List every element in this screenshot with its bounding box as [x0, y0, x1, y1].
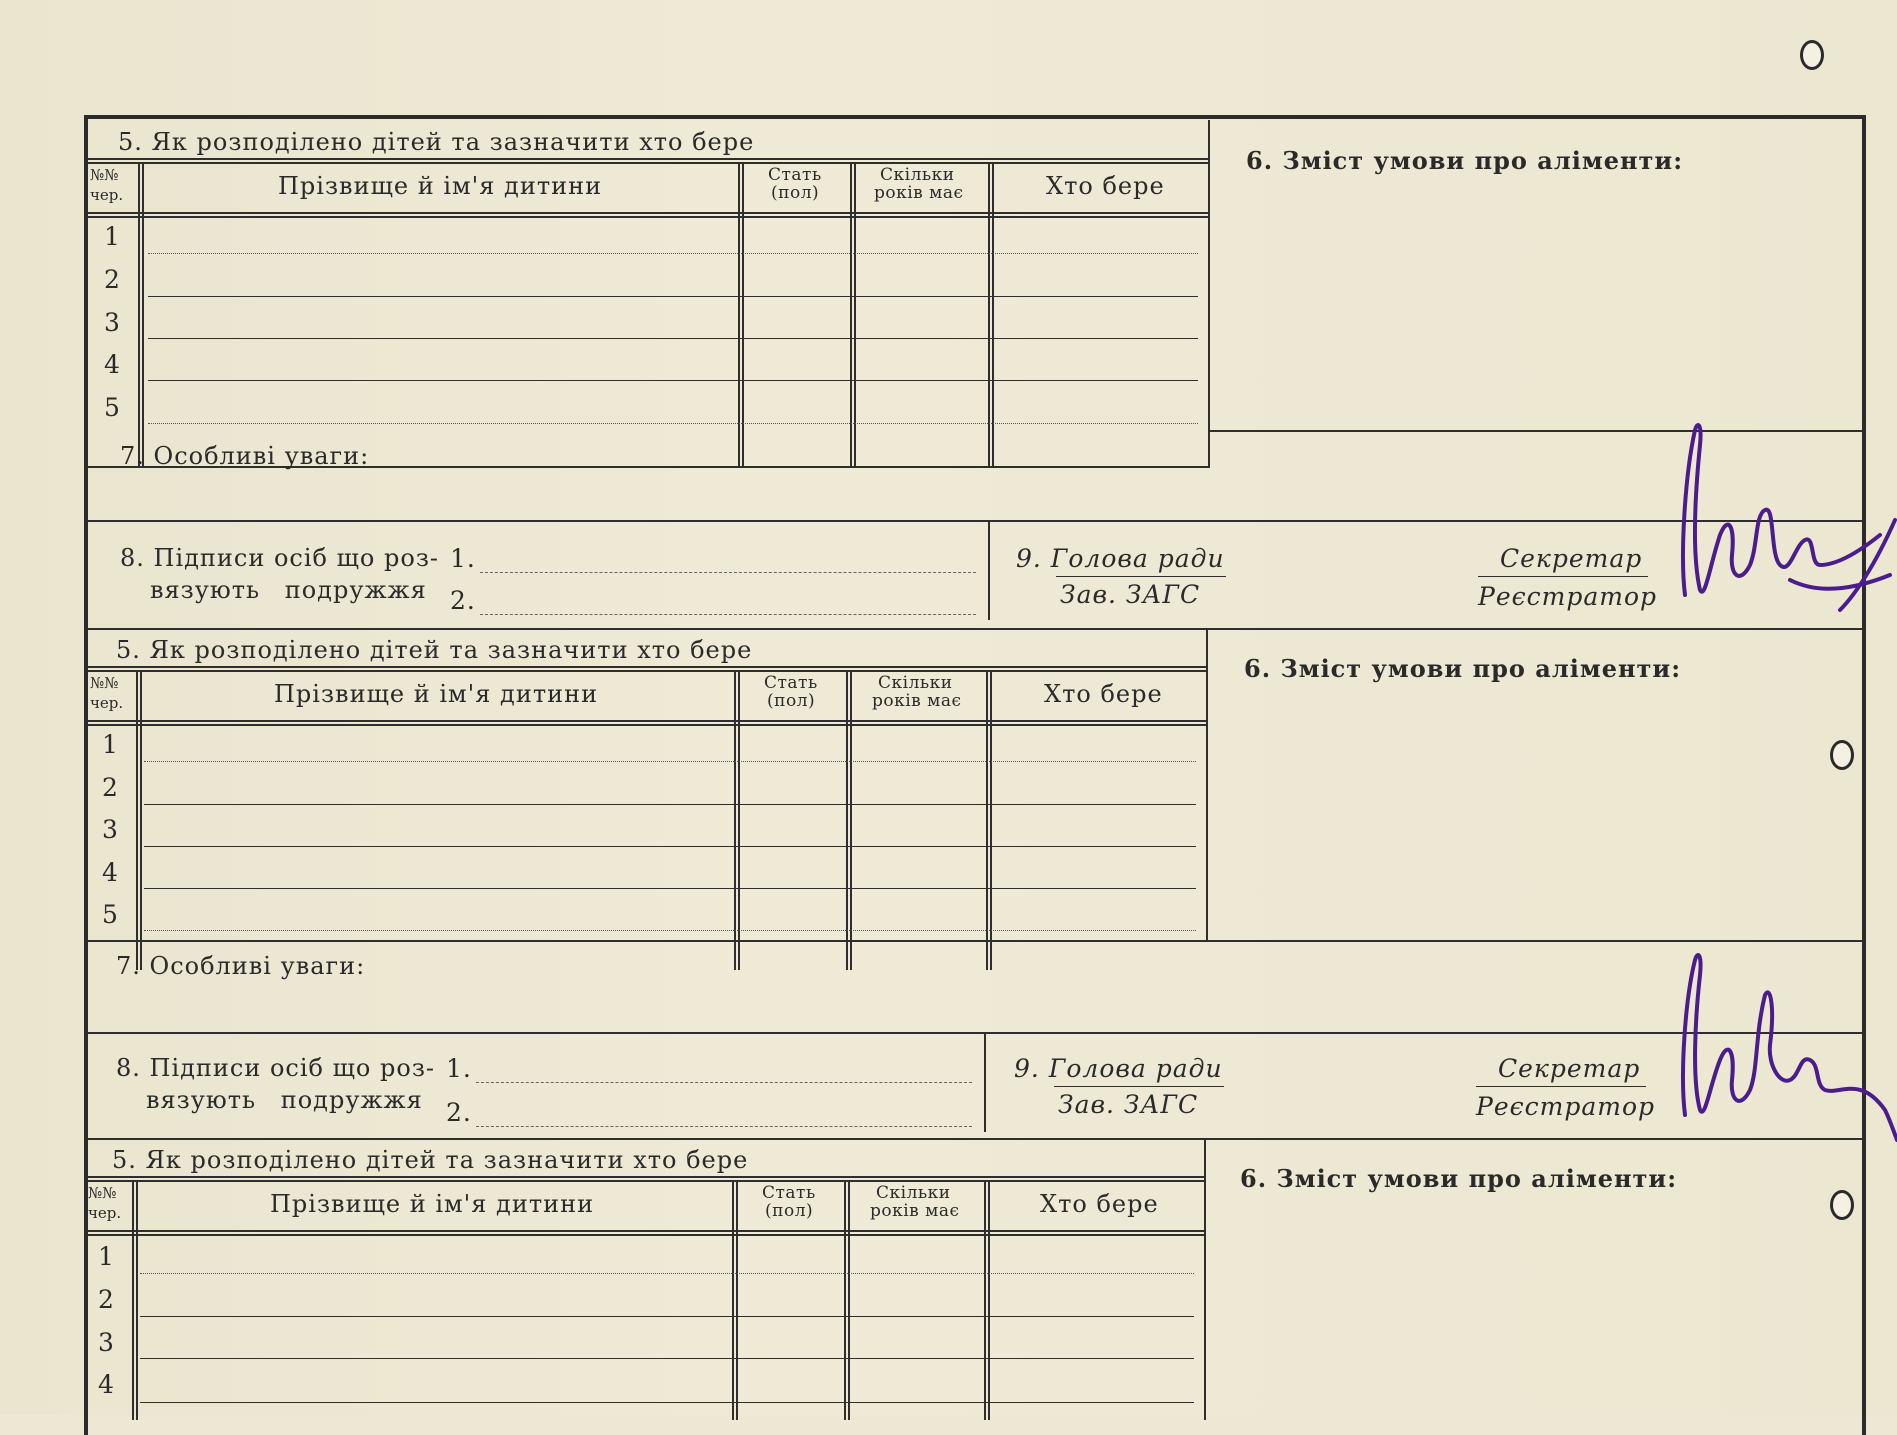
col-age-header-1: Скільки: [878, 673, 953, 693]
signatures-label-2: вязують подружжя: [150, 576, 427, 604]
col-name-header: Прізвище й ім'я дитини: [278, 172, 603, 200]
row-number-4: 4: [102, 858, 119, 887]
signatures-label-1: 8. Підписи осіб що роз-: [120, 544, 440, 572]
alimony-terms-label: 6. Зміст умови про аліменти:: [1240, 1164, 1678, 1193]
council-head-label: 9. Голова ради: [1016, 544, 1225, 573]
col-number-header-2: чер.: [90, 186, 124, 204]
section-1: [88, 120, 1864, 630]
row-number-5: 5: [104, 393, 121, 422]
alimony-terms-label: 6. Зміст умови про аліменти:: [1244, 654, 1682, 683]
signature-1-label: 1.: [446, 1054, 472, 1083]
registry-head-label: Зав. ЗАГС: [1060, 580, 1201, 609]
row-number-1: 1: [104, 222, 121, 251]
signature-1-line: [476, 1082, 972, 1083]
alimony-terms-label: 6. Зміст умови про аліменти:: [1246, 146, 1684, 175]
col-number-header-1: №№: [88, 1184, 117, 1202]
punch-hole-1: [1800, 40, 1824, 70]
col-age-header-2: років має: [870, 1201, 960, 1221]
signatures-label-2: вязують подружжя: [146, 1086, 423, 1114]
row-number-2: 2: [98, 1285, 115, 1314]
col-age-header-1: Скільки: [880, 165, 955, 185]
signature-2-label: 2.: [446, 1098, 472, 1127]
col-age-header-2: років має: [874, 183, 964, 203]
col-sex-header-2: (пол): [771, 183, 820, 203]
col-sex-header-2: (пол): [765, 1201, 814, 1221]
signature-1-line: [480, 572, 976, 573]
punch-hole-2: [1830, 740, 1854, 770]
registry-head-label: Зав. ЗАГС: [1058, 1090, 1199, 1119]
special-notes-label: 7. Особливі уваги:: [120, 442, 370, 470]
special-notes-label: 7. Особливі уваги:: [116, 952, 366, 980]
col-sex-header-1: Стать: [768, 165, 822, 185]
col-name-header: Прізвище й ім'я дитини: [274, 680, 599, 708]
signature-2-line: [476, 1126, 972, 1127]
registrar-label: Реєстратор: [1476, 1092, 1655, 1121]
secretary-signature-1: [1640, 415, 1897, 625]
row-number-2: 2: [104, 265, 121, 294]
children-distribution-title: 5. Як розподілено дітей та зазначити хто бере: [118, 128, 755, 156]
row-number-4: 4: [98, 1370, 115, 1399]
row-number-3: 3: [102, 815, 119, 844]
children-distribution-title: 5. Як розподілено дітей та зазначити хто бере: [116, 636, 753, 664]
row-number-1: 1: [98, 1242, 115, 1271]
signature-1-label: 1.: [450, 544, 476, 573]
col-sex-header-1: Стать: [764, 673, 818, 693]
secretary-label: Секретар: [1498, 1054, 1641, 1083]
col-sex-header-2: (пол): [767, 691, 816, 711]
col-who-header: Хто бере: [1040, 1190, 1159, 1218]
children-distribution-title: 5. Як розподілено дітей та зазначити хто бере: [112, 1146, 749, 1174]
col-who-header: Хто бере: [1046, 172, 1165, 200]
secretary-label: Секретар: [1500, 544, 1643, 573]
col-sex-header-1: Стать: [762, 1183, 816, 1203]
council-head-label: 9. Голова ради: [1014, 1054, 1223, 1083]
section-3: [88, 1140, 1864, 1415]
signature-2-label: 2.: [450, 586, 476, 615]
col-age-header-1: Скільки: [876, 1183, 951, 1203]
signature-2-line: [480, 614, 976, 615]
registrar-label: Реєстратор: [1478, 582, 1657, 611]
secretary-signature-2: [1640, 945, 1897, 1145]
col-number-header-1: №№: [90, 166, 119, 184]
signatures-label-1: 8. Підписи осіб що роз-: [116, 1054, 436, 1082]
col-number-header-2: чер.: [90, 694, 124, 712]
col-number-header-1: №№: [90, 674, 119, 692]
row-number-4: 4: [104, 350, 121, 379]
col-number-header-2: чер.: [88, 1204, 122, 1222]
row-number-3: 3: [98, 1328, 115, 1357]
col-name-header: Прізвище й ім'я дитини: [270, 1190, 595, 1218]
col-age-header-2: років має: [872, 691, 962, 711]
row-number-5: 5: [102, 900, 119, 929]
section-2: [88, 630, 1864, 1140]
row-number-1: 1: [102, 730, 119, 759]
punch-hole-3: [1830, 1190, 1854, 1220]
row-number-2: 2: [102, 773, 119, 802]
col-who-header: Хто бере: [1044, 680, 1163, 708]
row-number-3: 3: [104, 308, 121, 337]
